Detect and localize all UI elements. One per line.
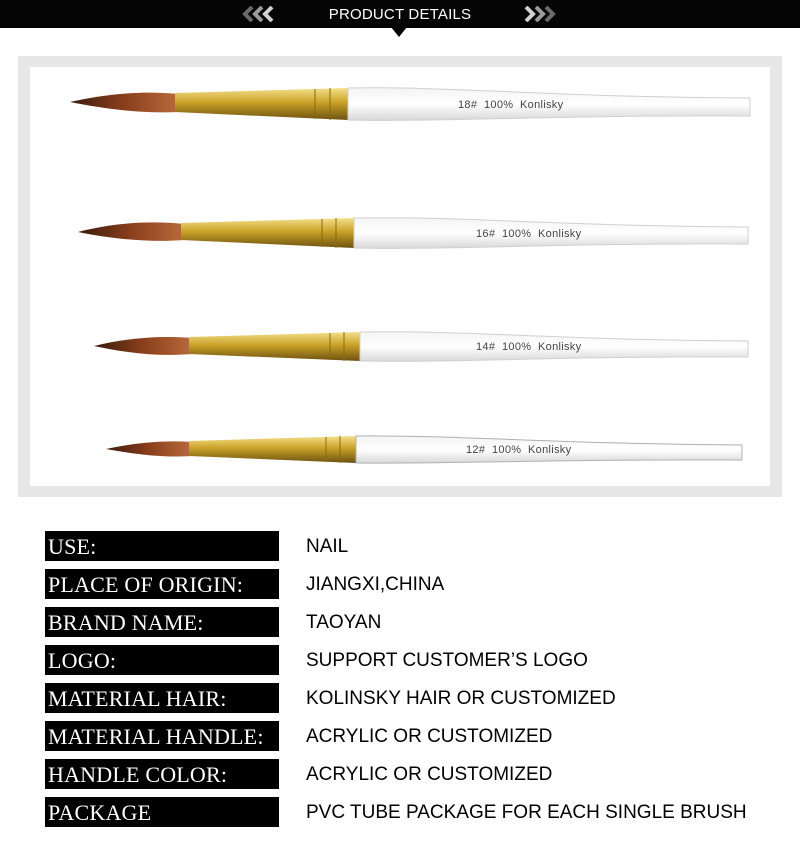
spec-value-place-of-origin: JIANGXI,CHINA bbox=[306, 574, 445, 595]
spec-value-handle-color: ACRYLIC OR CUSTOMIZED bbox=[306, 764, 553, 785]
spec-value-logo: SUPPORT CUSTOMER’S LOGO bbox=[306, 650, 588, 671]
brush-imprint: 16# 100% Konlisky bbox=[476, 228, 582, 240]
brush-imprint: 14# 100% Konlisky bbox=[476, 341, 582, 353]
spec-value-brand-name: TAOYAN bbox=[306, 612, 382, 633]
spec-label-material-hair: MATERIAL HAIR: bbox=[45, 683, 279, 713]
spec-value-material-handle: ACRYLIC OR CUSTOMIZED bbox=[306, 726, 553, 747]
spec-label-place-of-origin: PLACE OF ORIGIN: bbox=[45, 569, 279, 599]
brush-imprint: 12# 100% Konlisky bbox=[466, 444, 572, 456]
spec-label-package: PACKAGE bbox=[45, 797, 279, 827]
spec-label-logo: LOGO: bbox=[45, 645, 279, 675]
spec-value-package: PVC TUBE PACKAGE FOR EACH SINGLE BRUSH bbox=[306, 802, 747, 823]
spec-label-use: USE: bbox=[45, 531, 279, 561]
spec-label-handle-color: HANDLE COLOR: bbox=[45, 759, 279, 789]
spec-label-material-handle: MATERIAL HANDLE: bbox=[45, 721, 279, 751]
brush-imprint: 18# 100% Konlisky bbox=[458, 99, 564, 111]
spec-value-material-hair: KOLINSKY HAIR OR CUSTOMIZED bbox=[306, 688, 616, 709]
page-title: PRODUCT DETAILS bbox=[328, 6, 472, 23]
spec-value-use: NAIL bbox=[306, 536, 349, 557]
spec-label-brand-name: BRAND NAME: bbox=[45, 607, 279, 637]
